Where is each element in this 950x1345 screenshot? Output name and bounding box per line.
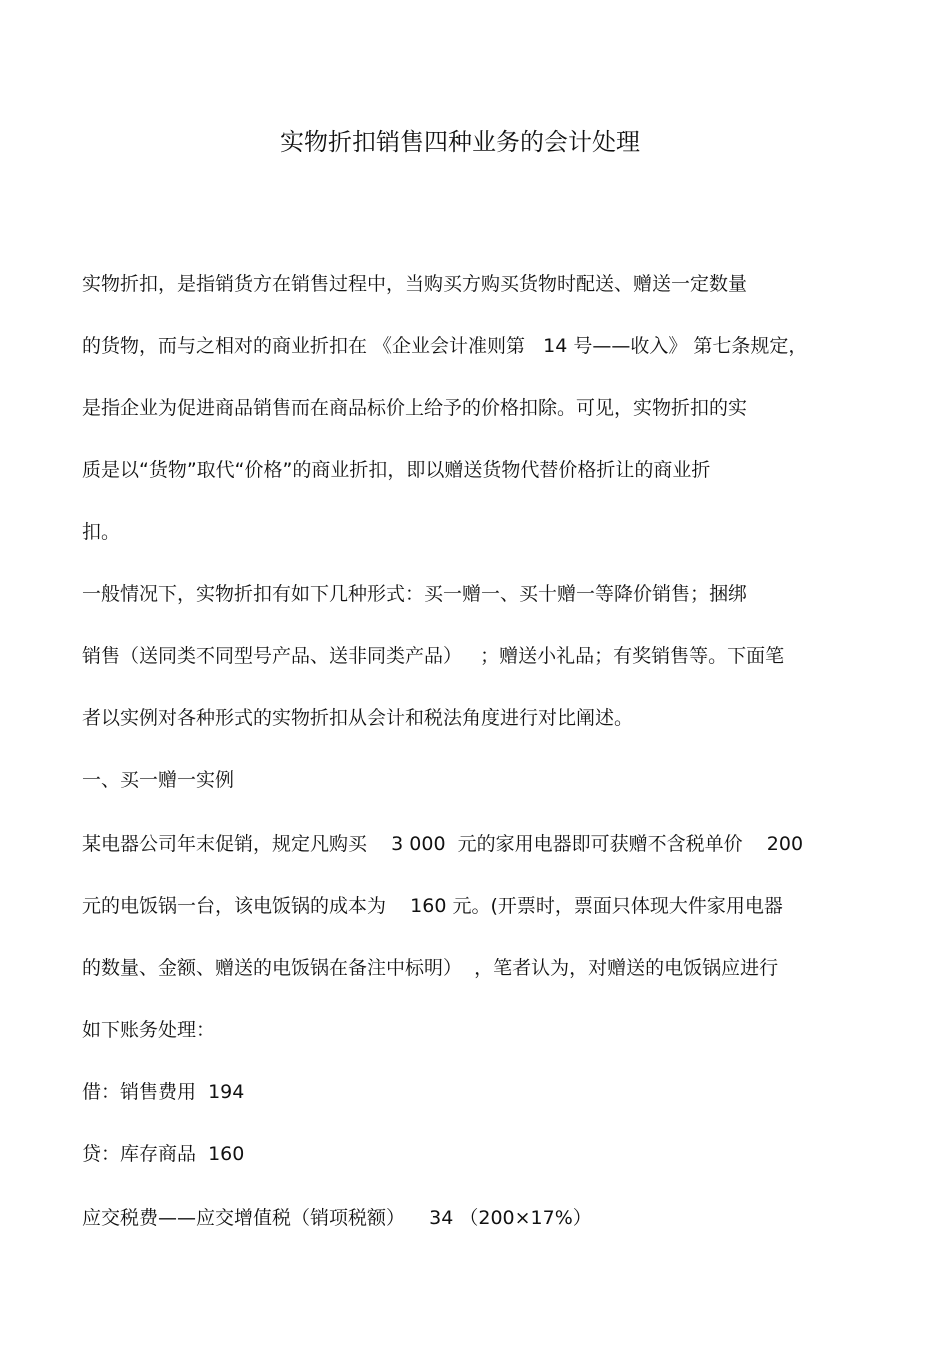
paragraph-line: 销售（送同类不同型号产品、送非同类产品） ；赠送小礼品；有奖销售等。下面笔 [82,645,785,667]
paragraph-line: 是指企业为促进商品销售而在商品标价上给予的价格扣除。可见，实物折扣的实 [82,397,748,419]
paragraph-line: 如下账务处理： [82,1019,216,1041]
section-heading: 一、买一赠一实例 [82,769,235,791]
paragraph-line: 某电器公司年末促销，规定凡购买 3 000 元的家用电器即可获赠不含税单价 200 [82,833,804,855]
journal-entry-tax: 应交税费——应交增值税（销项税额） 34 （200×17%） [82,1207,592,1229]
paragraph-line: 的货物，而与之相对的商业折扣在 《企业会计准则第 14 号——收入》 第七条规定， [82,335,808,357]
paragraph-line: 的数量、金额、赠送的电饭锅在备注中标明） ，笔者认为，对赠送的电饭锅应进行 [82,957,779,979]
journal-entry-debit: 借：销售费用 194 [82,1081,245,1103]
paragraph-line: 一般情况下，实物折扣有如下几种形式：买一赠一、买十赠一等降价销售；捆绑 [82,583,748,605]
paragraph-line: 者以实例对各种形式的实物折扣从会计和税法角度进行对比阐述。 [82,707,634,729]
paragraph-line: 扣。 [82,521,121,543]
paragraph-line: 元的电饭锅一台，该电饭锅的成本为 160 元。(开票时，票面只体现大件家用电器 [82,895,783,917]
paragraph-line: 质是以“货物”取代“价格”的商业折扣，即以赠送货物代替价格折让的商业折 [82,459,711,481]
document-title: 实物折扣销售四种业务的会计处理 [280,128,640,156]
journal-entry-credit: 贷：库存商品 160 [82,1143,245,1165]
paragraph-line: 实物折扣，是指销货方在销售过程中，当购买方购买货物时配送、赠送一定数量 [82,273,748,295]
